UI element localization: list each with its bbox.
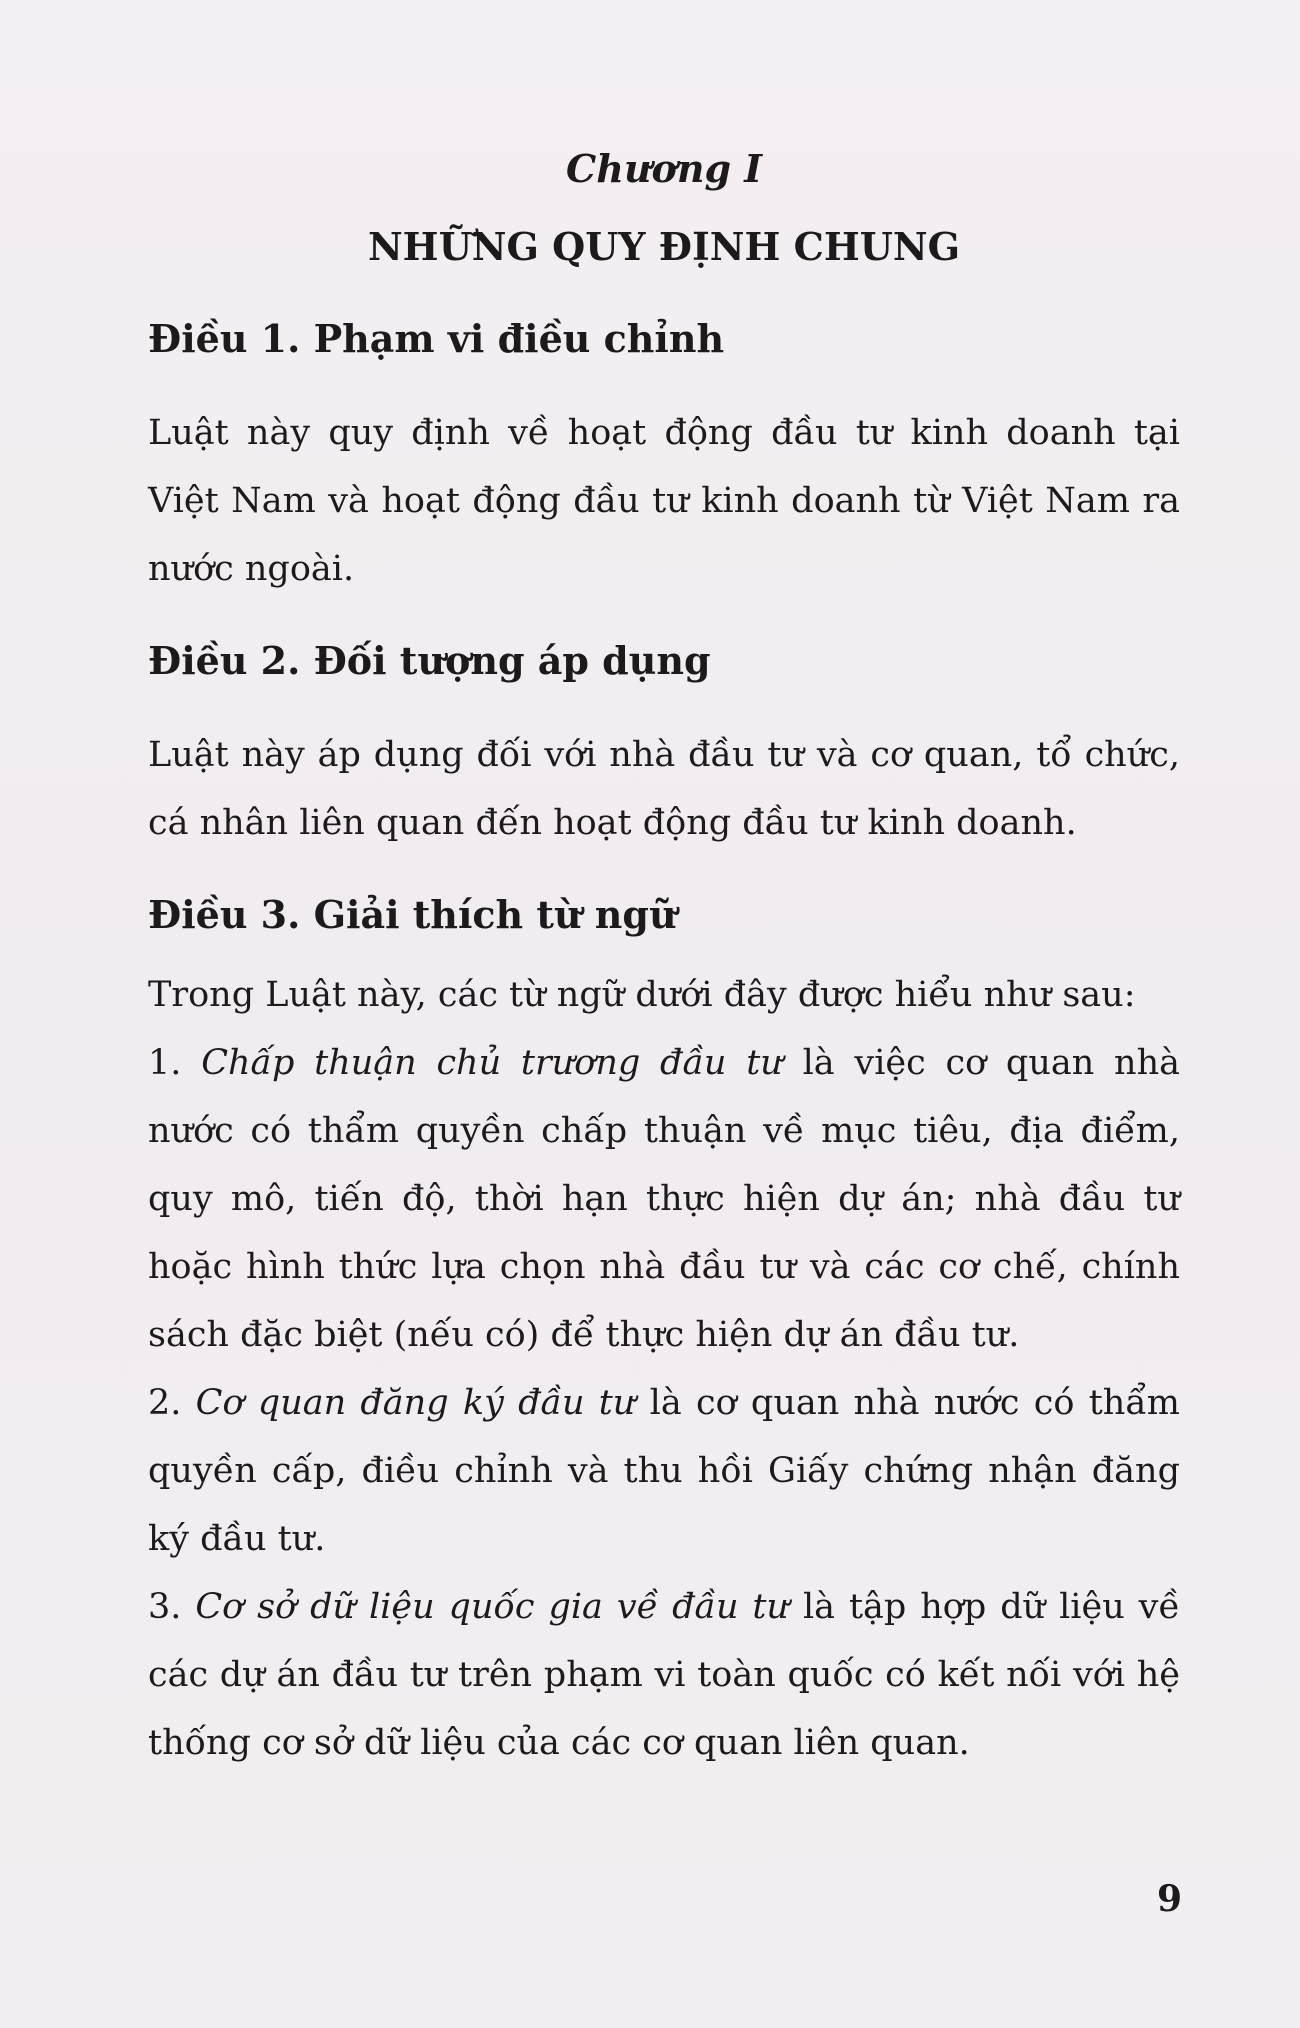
definition-term: Chấp thuận chủ trương đầu tư: [201, 1043, 783, 1083]
page-number: 9: [1156, 1878, 1182, 1920]
definition-number: 3.: [148, 1587, 182, 1627]
definition-text: là tập hợp dữ liệu về các dự án đầu tư trên phạm vi toàn quốc có kết nối với hệ thống cơ sở dữ liệu của các cơ quan liên quan.: [148, 1587, 1180, 1763]
article-2-paragraph: Luật này áp dụng đối với nhà đầu tư và cơ quan, tổ chức, cá nhân liên quan đến hoạt động đầu tư kinh doanh.: [148, 735, 1180, 843]
definition-text: là cơ quan nhà nước có thẩm quyền cấp, điều chỉnh và thu hồi Giấy chứng nhận đăng ký đầu tư.: [148, 1383, 1180, 1559]
definition-term: Cơ quan đăng ký đầu tư: [195, 1383, 636, 1423]
page-content: [148, 145, 1180, 1777]
definition-term: Cơ sở dữ liệu quốc gia về đầu tư: [195, 1587, 790, 1627]
definition-item: [148, 1573, 1180, 1777]
definition-number: 1.: [148, 1043, 182, 1083]
definition-item: [148, 1369, 1180, 1573]
definition-text: là việc cơ quan nhà nước có thẩm quyền chấp thuận về mục tiêu, địa điểm, quy mô, tiến độ, thời hạn thực hiện dự án; nhà đầu tư hoặc hình thức lựa chọn nhà đầu tư và các cơ chế, chính sách đặc biệt (nếu có) để thực hiện dự án đầu tư.: [148, 1043, 1180, 1355]
chapter-label: Chương I: [565, 146, 763, 191]
definition-number: 2.: [148, 1383, 182, 1423]
article-3-heading: Điều 3. Giải thích từ ngữ: [148, 892, 677, 937]
definition-item: [148, 1029, 1180, 1369]
article-3-intro: Trong Luật này, các từ ngữ dưới đây được hiểu như sau:: [148, 975, 1136, 1015]
article-1-heading: Điều 1. Phạm vi điều chỉnh: [148, 316, 725, 361]
article-2-heading: Điều 2. Đối tượng áp dụng: [148, 638, 711, 683]
chapter-title: NHỮNG QUY ĐỊNH CHUNG: [367, 224, 961, 269]
article-1-paragraph: Luật này quy định về hoạt động đầu tư kinh doanh tại Việt Nam và hoạt động đầu tư kinh doanh từ Việt Nam ra nước ngoài.: [148, 413, 1180, 589]
